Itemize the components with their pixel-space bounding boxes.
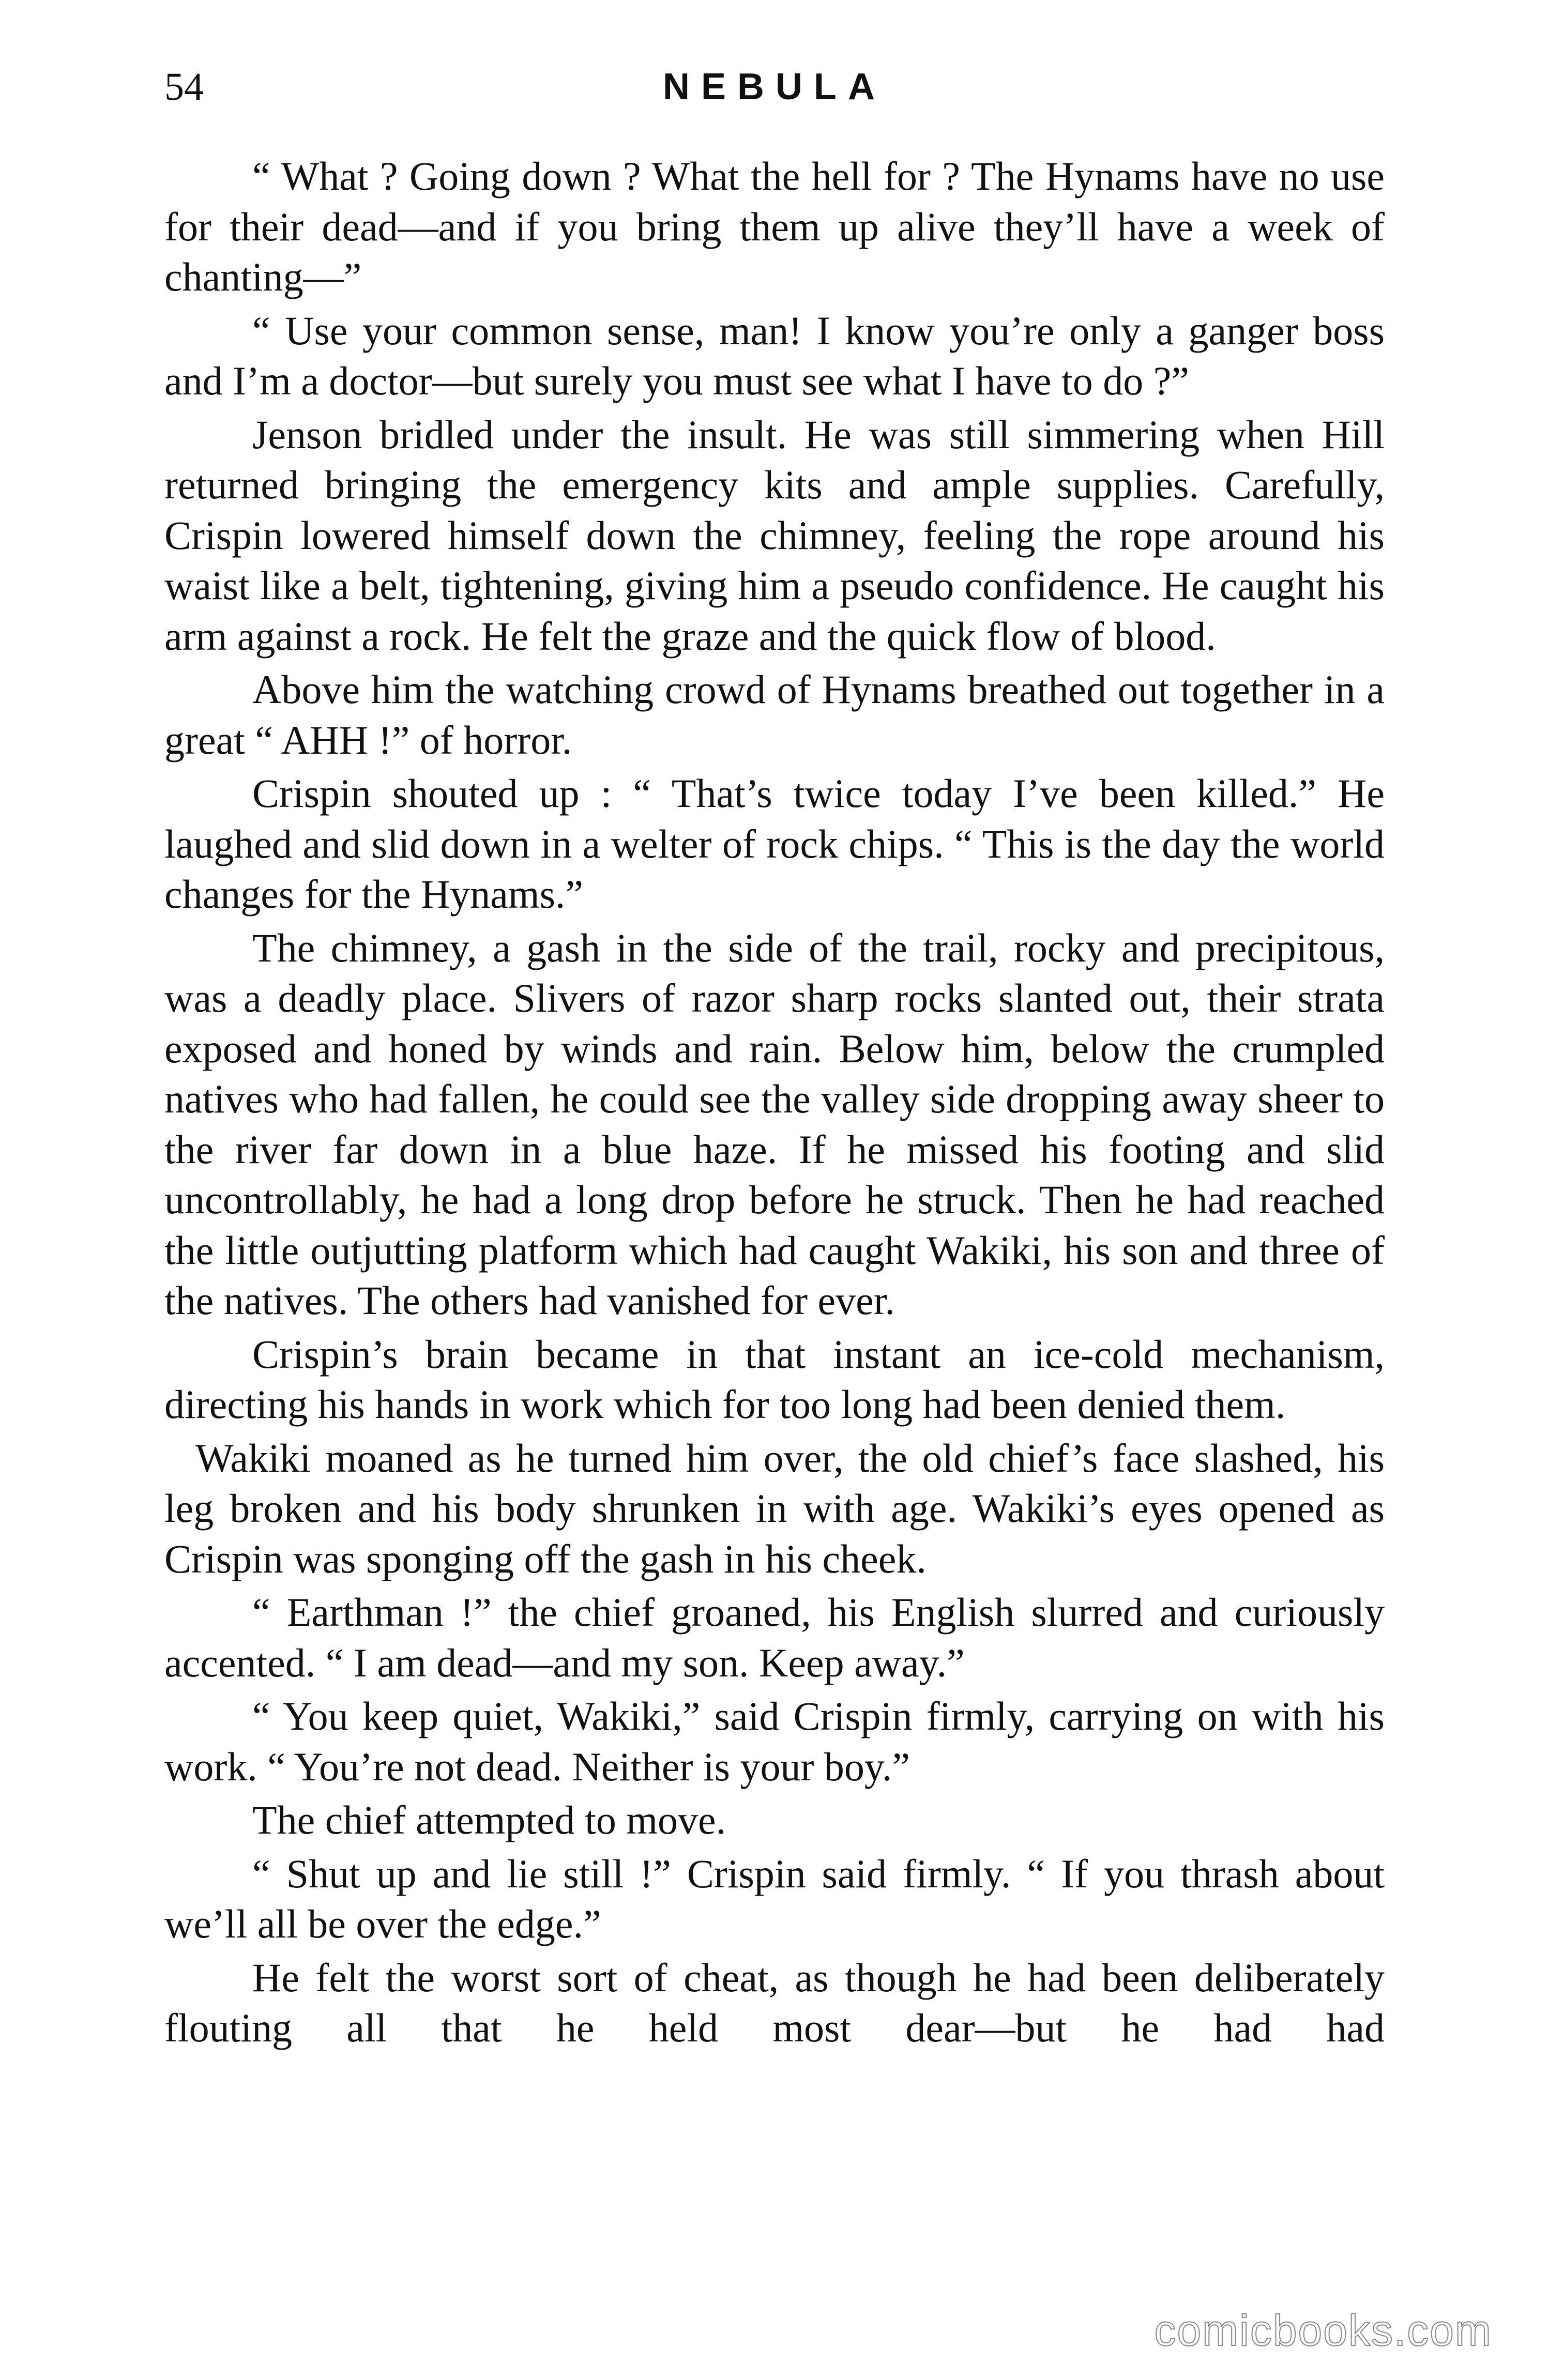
paragraph: Crispin shouted up : “ That’s twice today I’ve been killed.” He laughed and slid down in a welter of rock chips. “ This is the day the world changes for the Hynams.” [164,771,1385,917]
paragraph: “ Use your common sense, man! I know you’re only a ganger boss and I’m a doctor—but surely you must see what I have to do ?” [164,308,1385,403]
paragraph: He felt the worst sort of cheat, as though he had been deliberately flouting all that he held most dear—but he had had [164,1955,1385,2050]
page-number: 54 [164,65,204,109]
paragraph: “ You keep quiet, Wakiki,” said Crispin firmly, carrying on with his work. “ You’re not dead. Neither is your boy.” [164,1694,1385,1789]
page-header [164,61,1385,123]
paragraph: “ Earthman !” the chief groaned, his English slurred and curiously accented. “ I am dead—and my son. Keep away.” [164,1590,1385,1685]
paragraph: “ What ? Going down ? What the hell for ? The Hynams have no use for their dead—and if you bring them up alive they’ll have a week of chanting—” [164,154,1385,299]
paragraph: Crispin’s brain became in that instant an ice-cold mechanism, directing his hands in work which for too long had been denied them. [164,1331,1385,1427]
running-title: NEBULA [663,66,886,108]
paragraph: Jenson bridled under the insult. He was still simmering when Hill returned bringing the emergency kits and ample supplies. Carefully, Crispin lowered himself down the chimney, feeling the rope around his waist like a belt, tightening, giving him a pseudo confidence. He caught his arm against a rock. He felt the graze and the quick flow of blood. [164,411,1385,659]
paragraph: “ Shut up and lie still !” Crispin said firmly. “ If you thrash about we’ll all be over the edge.” [164,1851,1385,1946]
paragraph: Wakiki moaned as he turned him over, the old chief’s face slashed, his leg broken and his body shrunken in with age. Wakiki’s eyes opened as Crispin was sponging off the gash in his cheek. [164,1435,1385,1581]
paragraph: The chief attempted to move. [252,1797,726,1842]
watermark: comicbooks.com [1154,2306,1492,2355]
paragraph: The chimney, a gash in the side of the trail, rocky and precipitous, was a deadly place. Slivers of razor sharp rocks slanted out, their strata exposed and honed by winds and rain. Below him, below the crumpled natives who had fallen, he could see the valley side dropping away sheer to the river far down in a blue haze. If he missed his footing and slid uncontrollably, he had a long drop before he struck. Then he had reached the little outjutting platform which had caught Wakiki, his son and three of the natives. The others had vanished for ever. [164,925,1385,1323]
paragraph: Above him the watching crowd of Hynams breathed out together in a great “ AHH !” of horror. [164,667,1385,762]
story-text [164,151,1385,2056]
